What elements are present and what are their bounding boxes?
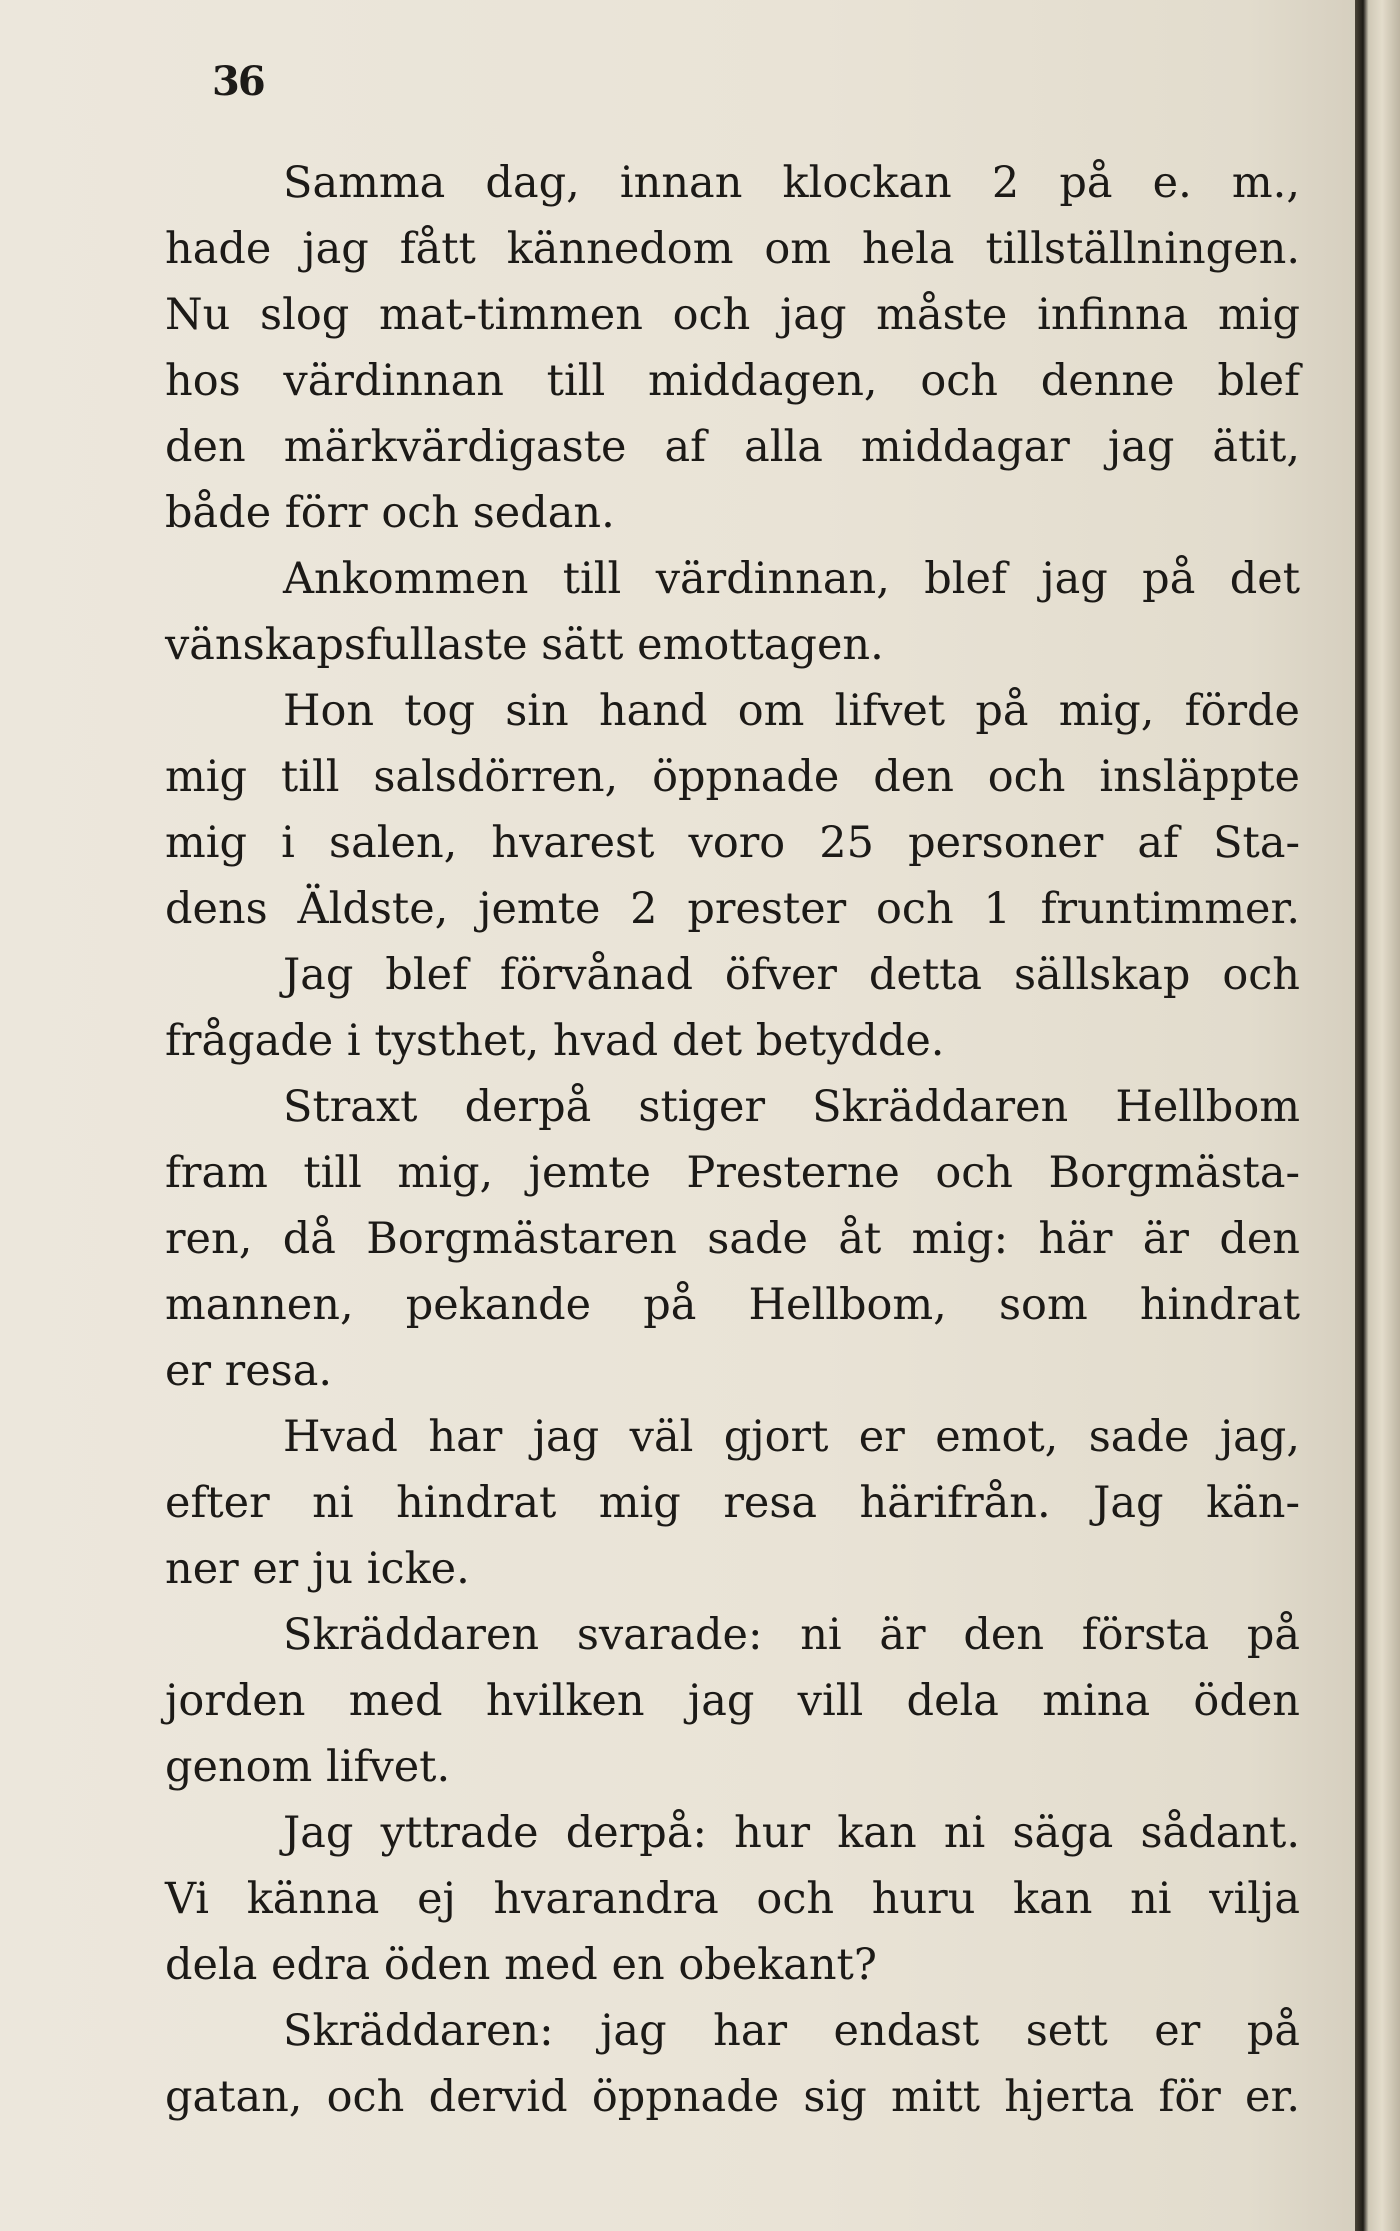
text-line: dens Äldste, jemte 2 prester och 1 fruntimmer. [165,884,1300,934]
text-line: er resa. [165,1346,333,1396]
text-line: mannen, pekande på Hellbom, som hindrat [165,1280,1300,1330]
text-line: Vi känna ej hvarandra och huru kan ni vilja [165,1874,1300,1924]
book-gutter [1355,0,1400,2231]
text-line: Skräddaren: jag har endast sett er på [283,2006,1300,2056]
text-line: Nu slog mat-timmen och jag måste infinna mig [165,290,1300,340]
text-line: Samma dag, innan klockan 2 på e. m., [283,158,1300,208]
text-line: ner er ju icke. [165,1544,470,1594]
text-line: gatan, och dervid öppnade sig mitt hjerta för er. [165,2072,1300,2122]
text-line: Hvad har jag väl gjort er emot, sade jag, [283,1412,1300,1462]
text-line: både förr och sedan. [165,488,615,538]
body-text [165,150,1300,2130]
text-line: mig i salen, hvarest voro 25 personer af Sta- [165,818,1300,868]
text-line: vänskapsfullaste sätt emottagen. [165,620,884,670]
text-line: dela edra öden med en obekant? [165,1940,877,1990]
text-line: den märkvärdigaste af alla middagar jag ätit, [165,422,1300,472]
text-line: fram till mig, jemte Presterne och Borgmästa- [165,1148,1300,1198]
text-line: ren, då Borgmästaren sade åt mig: här är den [165,1214,1300,1264]
text-line: efter ni hindrat mig resa härifrån. Jag kän- [165,1478,1300,1528]
text-line: Ankommen till värdinnan, blef jag på det [283,554,1300,604]
text-line: Jag blef förvånad öfver detta sällskap och [283,950,1300,1000]
text-line: hade jag fått kännedom om hela tillställningen. [165,224,1300,274]
text-line: Skräddaren svarade: ni är den första på [283,1610,1300,1660]
text-line: frågade i tysthet, hvad det betydde. [165,1016,945,1066]
text-line: hos värdinnan till middagen, och denne blef [165,356,1300,406]
text-line: genom lifvet. [165,1742,451,1792]
text-line: Hon tog sin hand om lifvet på mig, förde [283,686,1300,736]
text-line: mig till salsdörren, öppnade den och insläppte [165,752,1300,802]
page-number: 36 [212,58,264,105]
text-line: Straxt derpå stiger Skräddaren Hellbom [283,1082,1300,1132]
text-line: jorden med hvilken jag vill dela mina öden [165,1676,1300,1726]
text-line: Jag yttrade derpå: hur kan ni säga sådant. [283,1808,1300,1858]
